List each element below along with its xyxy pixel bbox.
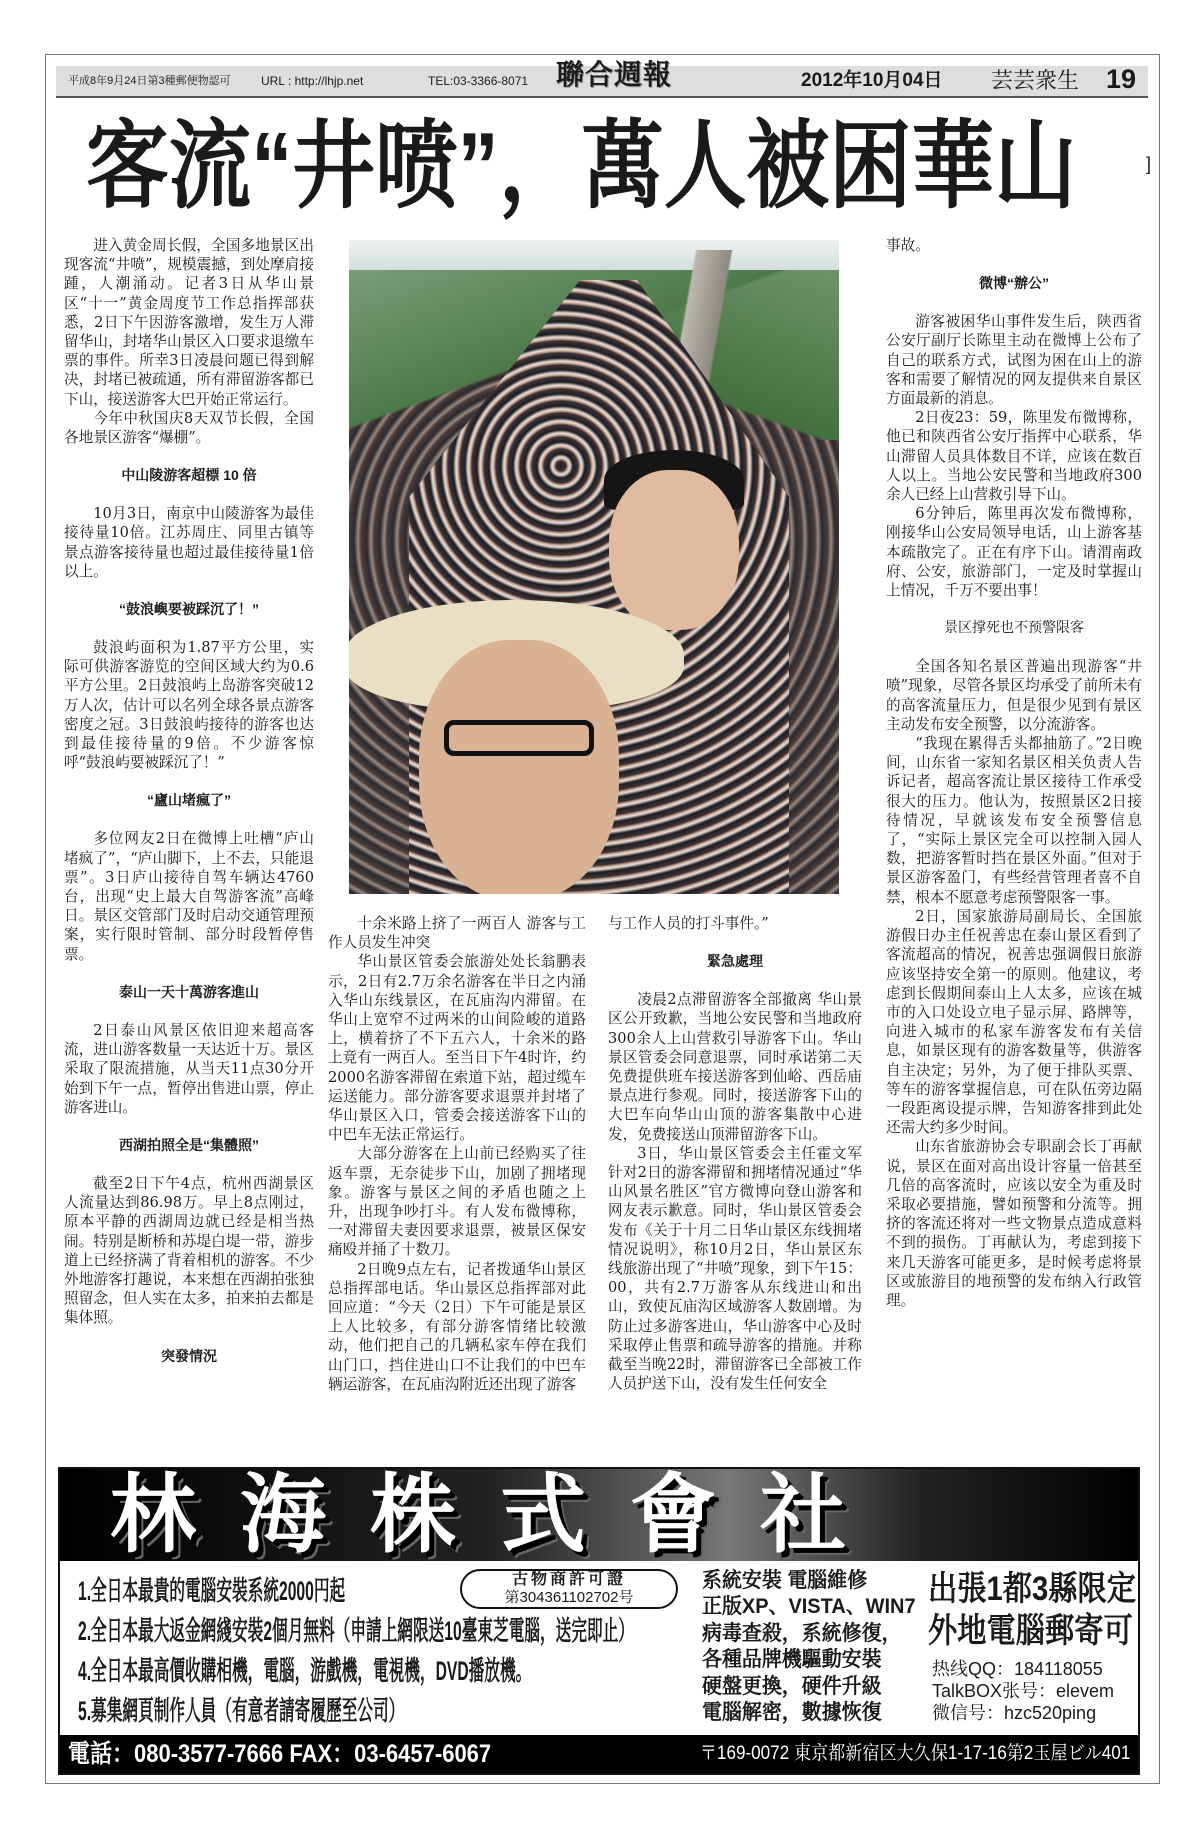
- article-paragraph: 华山景区管委会旅游处处长翁鹏表示，2日有2.7万余名游客在半日之内涌入华山东线景区，在瓦庙沟内滞留。在华山上宽窄不过两米的山间险峻的道路上，横着挤了不下五六人，十余米的路上竟有一两百人。至当日下午4时许，约2000名游客滞留在索道下站，超过缆车运送能力。部分游客要求退票并封堵了华山景区入口，管委会接送游客下山的中巴车无法正常运行。: [328, 953, 586, 1144]
- issue-date: 2012年10月04日: [801, 70, 943, 91]
- ad-item: 1.全日本最貴的電腦安裝系統2000円起: [78, 1576, 346, 1606]
- section-heading: 緊急處理: [707, 953, 763, 970]
- article-paragraph: 鼓浪屿面积为1.87平方公里，实际可供游客游览的空间区域大约为0.6平方公里。2日鼓浪屿上岛游客突破12万人次，估计可以名列全球各景点游客密度之冠。3日鼓浪屿接待的游客也达到最佳接待量的9倍。不少游客惊呼“鼓浪屿要被踩沉了！”: [64, 639, 314, 772]
- ad-item: 4.全日本最高價收購相機，電腦，游戲機，電視機，DVD播放機。: [78, 1656, 532, 1686]
- license-number: 第304361102702号: [504, 1589, 634, 1606]
- article-paragraph: 与工作人员的打斗事件。”: [608, 915, 769, 932]
- article-paragraph: 2日夜23：59，陈里发布微博称，他已和陕西省公安厅指挥中心联系，华山滞留人员具体数目不详，应该在数百人以上。当地公安民警和当地政府300余人已经上山营救引导下山。: [886, 409, 1142, 504]
- section-name: 芸芸衆生: [991, 68, 1080, 93]
- license-badge: [460, 1569, 678, 1609]
- section-heading: “廬山堵瘋了”: [147, 792, 231, 809]
- phone-number: TEL:03-3366-8071: [428, 74, 529, 88]
- article-paragraph: 事故。: [886, 237, 930, 254]
- article-paragraph: 3日，华山景区管委会主任霍文军针对2日的游客滞留和拥堵情况通过“华山风景名胜区”官方微博向登山游客和网友表示歉意。同时，华山景区管委会发布《关于十月二日华山景区东线拥堵情况说明》，称10月2日，华山景区东线旅游出现了“井喷”现象，到下午15：00，共有2.7万游客从东线进山和出山，致使瓦庙沟区域游客人数剧增。为防止过多游客进山，华山游客中心及时采取停止售票和疏导游客的措施。并称截至当晚22时，滞留游客已全部被工作人员护送下山，没有发生任何安全: [608, 1144, 862, 1393]
- ad-footer-bar: [60, 1735, 1138, 1773]
- photo-selfie-face: [419, 640, 619, 894]
- article-paragraph: 十余米路上挤了一两百人 游客与工作人员发生冲突: [328, 915, 586, 952]
- article-paragraph: 今年中秋国庆8天双节长假，全国各地景区游客“爆棚”。: [64, 409, 314, 447]
- section-heading: 西湖拍照全是“集體照”: [119, 1136, 259, 1153]
- advertisement: [58, 1467, 1140, 1775]
- section-heading: 泰山一天十萬游客進山: [119, 983, 259, 1000]
- newspaper-name: 聯合週報: [556, 59, 673, 90]
- section-heading: 中山陵游客超標 10 倍: [121, 467, 257, 484]
- photo-man-face: [609, 470, 739, 630]
- ad-contact-wechat: 微信号：hzc520ping: [932, 1703, 1097, 1723]
- ad-phone-fax: 電話：080-3577-7666 FAX：03-6457-6067: [68, 1740, 492, 1768]
- article-column-3: [608, 914, 862, 1393]
- section-heading: 突發情況: [161, 1347, 217, 1364]
- article-paragraph: 2日，国家旅游局副局长、全国旅游假日办主任祝善忠在泰山景区看到了客流超高的情况，祝善忠强调假日旅游应该坚持安全第一的原则。他建议，考虑到长假期间泰山上人太多，应该在城市的入口处设立电子显示屏、路牌等，向进入城市的私家车游客发布有关信息，如景区现有的游客数量等，供游客自主决定；另外，为了便于排队买票、等车的游客掌握信息，可在队伍旁边隔一段距离设提示牌，告知游客排到此处还需大约多少时间。: [886, 907, 1142, 1137]
- article-column-4: [886, 236, 1142, 1310]
- article-paragraph: 大部分游客在上山前已经购买了往返车票，无奈徒步下山，加剧了拥堵现象。游客与景区之间的矛盾也随之上升，出现争吵打斗。有人发布微博称，一对滞留夫妻因要求退票，被景区保安痛殴并捅了十数刀。: [328, 1145, 586, 1259]
- article-paragraph: 游客被困华山事件发生后，陕西省公安厅副厅长陈里主动在微博上公布了自己的联系方式，试图为困在山上的游客和需要了解情况的网友提供来自景区方面最新的消息。: [886, 313, 1142, 408]
- article-paragraph: 2日晚9点左右，记者拨通华山景区总指挥部电话。华山景区总指挥部对此回应道：“今天（2日）下午可能是景区上人比较多，有部分游客情绪比较激动，他们把自己的几辆私家车停在我们山门口，挡住进山口不让我们的中巴车辆运游客，在瓦庙沟附近还出现了游客: [328, 1260, 586, 1393]
- stray-mark: ]: [1146, 154, 1152, 174]
- ad-promo: 出張1都3縣限定: [928, 1570, 1136, 1608]
- article-paragraph: 截至2日下午4点，杭州西湖景区人流量达到86.98万。早上8点刚过，原本平静的西湖周边就已经是相当热闹。特别是断桥和苏堤白堤一带，游步道上已经挤满了背着相机的游客。不少外地游客打趣说，本来想在西湖拍张独照留念，但人实在太多，拍来拍去都是集体照。: [64, 1174, 314, 1327]
- ad-service: 系統安裝 電腦維修: [702, 1569, 868, 1592]
- ad-contact-talkbox: TalkBOX张号：elevem: [932, 1681, 1115, 1701]
- article-paragraph: 2日泰山风景区依旧迎来超高客流，进山游客数量一天达近十万。景区采取了限流措施，从当天11点30分开始到下午一点，暂停出售进山票，停止游客进山。: [64, 1021, 314, 1116]
- ad-address: 〒169-0072 東京都新宿区大久保1-17-16第2玉屋ビル401: [699, 1743, 1130, 1764]
- website-url[interactable]: URL : http://lhjp.net: [261, 74, 364, 88]
- section-heading: 微博“辦公”: [979, 275, 1049, 292]
- page-number: 19: [1106, 64, 1137, 94]
- article-paragraph: “我现在累得舌头都抽筋了。”2日晚间，山东省一家知名景区相关负责人告诉记者，超高客流让景区接待工作承受很大的压力。他认为，按照景区2日接待情况，早就该发布安全预警信息了，“实际上景区完全可以控制入园人数，把游客暂时挡在景区外面。”但对于景区游客盈门，有些经营管理者喜不自禁，根本不愿意考虑预警限客一事。: [886, 735, 1142, 906]
- article-column-1: [64, 236, 314, 1385]
- crowd-photo: [349, 240, 839, 894]
- postal-permit: 平成8年9月24日第3種郵便物認可: [68, 75, 231, 87]
- article-paragraph: 10月3日，南京中山陵游客为最佳接待量10倍。江苏周庄、同里古镇等景点游客接待量也超过最佳接待量1倍以上。: [64, 505, 314, 580]
- ad-item: 2.全日本最大返金網綫安裝2個月無料（申請上網限送10臺東芝電腦，送完即止）: [78, 1616, 634, 1646]
- section-heading: “鼓浪嶼要被踩沉了！”: [119, 601, 259, 618]
- article-paragraph: 进入黄金周长假，全国多地景区出现客流“井喷”，规模震撼，到处摩肩接踵，人潮涌动。记者3日从华山景区“十一”黄金周度节工作总指挥部获悉，2日下午因游客激增，发生万人滞留华山，封堵华山景区入口要求退缴车票的事件。所幸3日凌晨问题已得到解决，封堵已被疏通，所有滞留游客都已下山，接送游客大巴开始正常运行。: [64, 237, 314, 408]
- section-heading: 景区撑死也不预警限客: [944, 620, 1084, 637]
- ad-service: 電腦解密，數據恢復: [702, 1701, 882, 1724]
- article-paragraph: 全国各知名景区普遍出现游客“井喷”现象，尽管各景区均承受了前所未有的高客流量压力，但是很少见到有景区主动发布安全预警，以分流游客。: [886, 658, 1142, 733]
- ad-company-name: 林海株式會社: [110, 1467, 890, 1563]
- ad-title-band: [60, 1469, 1138, 1561]
- ad-service: 病毒查殺，系統修復，: [702, 1622, 902, 1645]
- ad-contact-qq: 热线QQ：184118055: [932, 1659, 1103, 1679]
- ad-service: 硬盤更換，硬件升級: [702, 1675, 882, 1698]
- article-paragraph: 6分钟后，陈里再次发布微博称，刚接华山公安局领导电话，山上游客基本疏散完了。正在有序下山。请渭南政府、公安，旅游部门，一定及时掌握山上情况，千万不要出事！: [886, 505, 1142, 600]
- article-paragraph: 山东省旅游协会专职副会长丁再献说，景区在面对高出设计容量一倍甚至几倍的高客流时，应该以安全为重及时采取必要措施，譬如预警和分流等。拥挤的客流还将对一些文物景点造成意料不到的损伤。丁再献认为，考虑到接下来几天游客可能更多，是时候考虑将景区或旅游目的地预警的发布纳入行政管理。: [886, 1138, 1142, 1309]
- article-paragraph: 多位网友2日在微博上吐槽“庐山堵疯了”，“庐山脚下，上不去，只能退票”。3日庐山接待自驾车辆达4760台，出现“史上最大自驾游客流”高峰日。景区交管部门及时启动交通管理预案，实行限时管制、部分时段暂停售票。: [64, 830, 314, 963]
- license-title: 古物商許可證: [511, 1571, 626, 1588]
- article-column-2: [328, 914, 586, 1394]
- photo-glasses: [444, 720, 594, 756]
- headline: 客流“井喷”，萬人被困華山: [86, 113, 1077, 220]
- masthead-bar: [56, 59, 1148, 98]
- ad-service: 各種品牌機驅動安裝: [702, 1648, 882, 1671]
- ad-item: 5.募集網頁制作人員（有意者請寄履歷至公司）: [78, 1696, 405, 1726]
- ad-service: 正版XP、VISTA、WIN7: [702, 1595, 916, 1618]
- ad-promo: 外地電腦郵寄可: [928, 1612, 1133, 1650]
- article-paragraph: 凌晨2点滞留游客全部撤离 华山景区公开致歉，当地公安民警和当地政府300余人上山营救引导游客下山。华山景区管委会同意退票，同时承诺第二天免费提供班车接送游客到仙峪、西岳庙景点进行参观。同时，接送游客下山的大巴车向华山山顶的游客集散中心进发，免费接送山顶滞留游客下山。: [608, 991, 862, 1143]
